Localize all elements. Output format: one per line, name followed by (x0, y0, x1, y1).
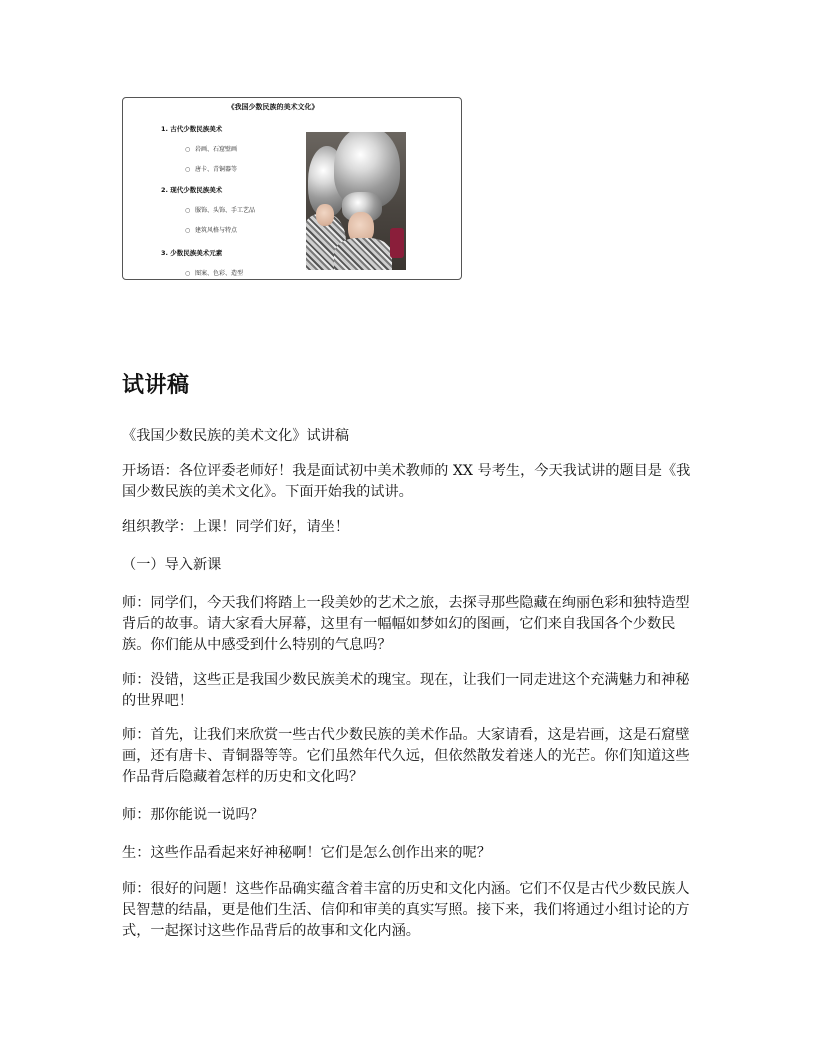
classroom-organization-paragraph: 组织教学：上课！同学们好，请坐！ (122, 519, 350, 535)
teacher-paragraph: 师：同学们，今天我们将踏上一段美妙的艺术之旅，去探寻那些隐藏在绚丽色彩和独特造型背后的故事。请大家看大屏幕，这里有一幅幅如梦如幻的图画，它们来自我国各个少数民族。你们能从中感受到什么特别的气息吗？ (122, 595, 690, 653)
circle-bullet-icon: ○ (185, 146, 191, 153)
teacher-paragraph: 师：那你能说一说吗？ (122, 807, 264, 823)
outline-item: ○ 图案、色彩、造型 (185, 270, 244, 277)
outline-item: ○ 唐卡、青铜器等 (185, 166, 238, 173)
slide-title: 《我国少数民族的美术文化》 (227, 103, 319, 111)
section-heading-intro: （一）导入新课 (122, 557, 222, 573)
slide-thumbnail (122, 97, 462, 280)
teacher-paragraph: 师：没错，这些正是我国少数民族美术的瑰宝。现在，让我们一同走进这个充满魅力和神秘的世界吧！ (122, 672, 690, 709)
circle-bullet-icon: ○ (185, 166, 191, 173)
opening-paragraph: 开场语：各位评委老师好！我是面试初中美术教师的 XX 号考生，今天我试讲的题目是《我国少数民族的美术文化》。下面开始我的试讲。 (122, 463, 691, 500)
page-title: 试讲稿 (122, 373, 190, 398)
student-paragraph: 生：这些作品看起来好神秘啊！它们是怎么创作出来的呢？ (122, 845, 491, 861)
outline-section-2: 2. 现代少数民族美术 (161, 186, 223, 194)
circle-bullet-icon: ○ (185, 270, 191, 277)
teacher-paragraph: 师：很好的问题！这些作品确实蕴含着丰富的历史和文化内涵。它们不仅是古代少数民族人民智慧的结晶，更是他们生活、信仰和审美的真实写照。接下来，我们将通过小组讨论的方式，一起探讨这些作品背后的故事和文化内涵。 (122, 881, 690, 939)
circle-bullet-icon: ○ (185, 227, 191, 234)
outline-section-1: 1. 古代少数民族美术 (161, 125, 223, 133)
teacher-paragraph: 师：首先，让我们来欣赏一些古代少数民族的美术作品。大家请看，这是岩画，这是石窟壁画，还有唐卡、青铜器等等。它们虽然年代久远，但依然散发着迷人的光芒。你们知道这些作品背后隐藏着怎样的历史和文化吗？ (122, 727, 690, 785)
outline-section-3: 3. 少数民族美术元素 (161, 249, 223, 257)
outline-item: ○ 建筑风格与特点 (185, 227, 238, 234)
miao-silver-headdress-photo (306, 132, 406, 270)
lesson-title-paragraph: 《我国少数民族的美术文化》试讲稿 (122, 428, 350, 444)
slide-outline (123, 98, 303, 279)
outline-item: ○ 服饰、头饰、手工艺品 (185, 207, 256, 214)
circle-bullet-icon: ○ (185, 207, 191, 214)
outline-item: ○ 岩画、石窟壁画 (185, 146, 238, 153)
